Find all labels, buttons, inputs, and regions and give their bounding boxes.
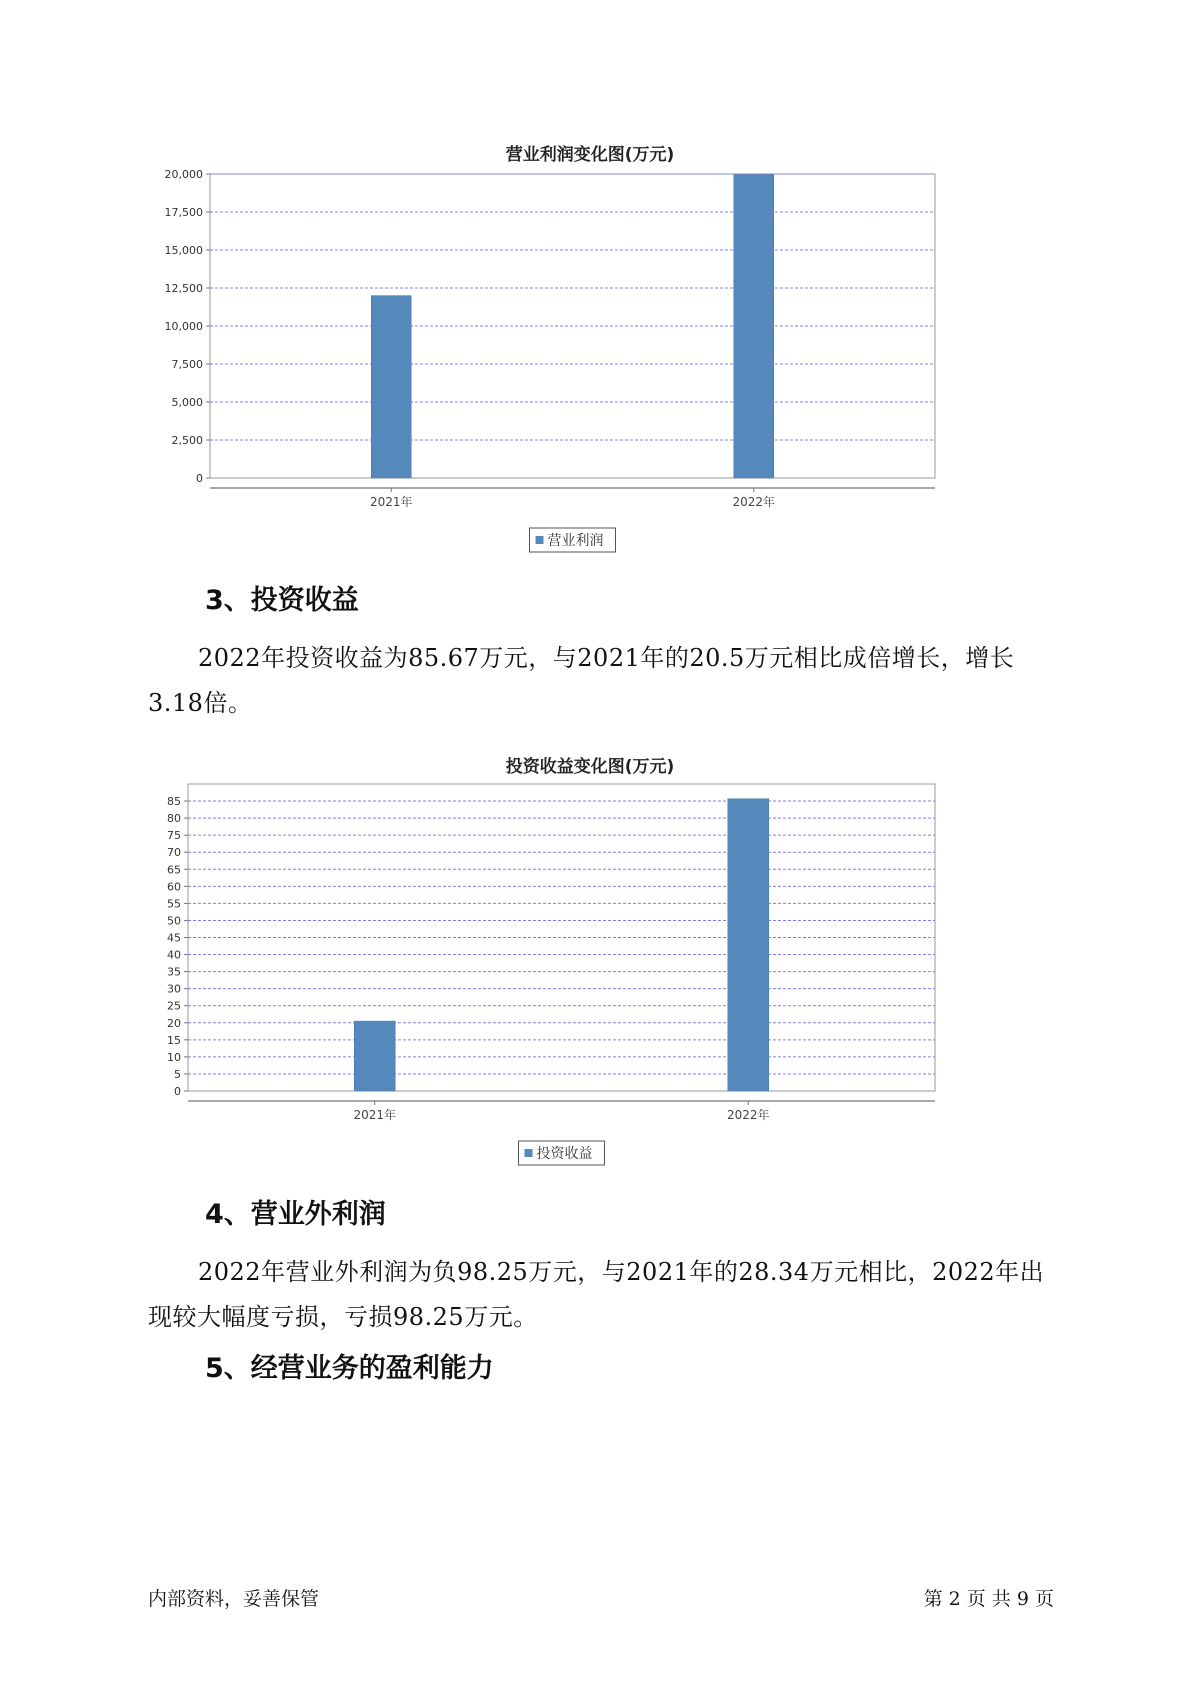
y-tick-label: 15 <box>167 1033 181 1047</box>
x-tick-label: 2021年 <box>353 1108 397 1122</box>
section-3-paragraph: 2022年投资收益为85.67万元，与2021年的20.5万元相比成倍增长，增长3.18倍。 <box>148 644 1015 717</box>
y-tick-label: 60 <box>167 880 181 894</box>
x-tick-label: 2022年 <box>732 495 776 509</box>
x-tick-label: 2021年 <box>369 495 413 509</box>
y-tick-label: 5 <box>174 1067 181 1081</box>
section-4-heading: 4、营业外利润 <box>205 1199 386 1230</box>
chart-operating-profit <box>150 140 1030 550</box>
y-tick-label: 30 <box>167 982 181 996</box>
y-tick-label: 17,500 <box>164 206 203 219</box>
chart-title: 投资收益变化图(万元) <box>505 757 675 777</box>
bar-2021年 <box>371 296 411 478</box>
chart-title: 营业利润变化图(万元) <box>505 145 675 165</box>
y-tick-label: 10,000 <box>164 320 203 333</box>
y-tick-label: 50 <box>167 914 181 928</box>
y-tick-label: 45 <box>167 931 181 945</box>
bar-2022年 <box>734 175 774 478</box>
bar-2022年 <box>728 799 769 1091</box>
y-tick-label: 55 <box>167 897 181 911</box>
y-tick-label: 7,500 <box>171 358 203 371</box>
y-tick-label: 75 <box>167 829 181 843</box>
footer-page-number: 第 2 页 共 9 页 <box>923 1588 1054 1610</box>
legend-label: 营业利润 <box>547 533 604 549</box>
y-tick-label: 40 <box>167 948 181 962</box>
y-tick-label: 0 <box>174 1085 181 1098</box>
y-tick-label: 20,000 <box>164 168 203 181</box>
y-tick-label: 80 <box>167 812 181 826</box>
section-3-heading: 3、投资收益 <box>205 585 359 616</box>
footer-confidential: 内部资料，妥善保管 <box>148 1588 320 1610</box>
operating-profit-chart-svg <box>150 140 1030 550</box>
legend-swatch <box>525 1149 533 1157</box>
y-tick-label: 35 <box>167 965 181 979</box>
bar-2021年 <box>354 1021 395 1091</box>
y-tick-label: 5,000 <box>171 396 203 409</box>
investment-income-chart-svg <box>150 752 1030 1164</box>
y-tick-label: 20 <box>167 1016 181 1030</box>
section-5-heading: 5、经营业务的盈利能力 <box>205 1353 494 1384</box>
y-tick-label: 15,000 <box>164 244 203 257</box>
y-tick-label: 85 <box>167 795 181 809</box>
legend-label: 投资收益 <box>536 1146 593 1162</box>
y-tick-label: 70 <box>167 846 181 860</box>
y-tick-label: 10 <box>167 1050 181 1064</box>
chart-investment-income <box>150 752 1030 1164</box>
y-tick-label: 0 <box>196 472 203 485</box>
y-tick-label: 2,500 <box>171 434 203 447</box>
legend-swatch <box>536 536 544 544</box>
y-tick-label: 25 <box>167 999 181 1013</box>
y-tick-label: 12,500 <box>164 282 203 295</box>
x-tick-label: 2022年 <box>726 1108 770 1122</box>
y-tick-label: 65 <box>167 863 181 877</box>
section-4-paragraph: 2022年营业外利润为负98.25万元，与2021年的28.34万元相比，2022年出现较大幅度亏损，亏损98.25万元。 <box>148 1258 1045 1331</box>
